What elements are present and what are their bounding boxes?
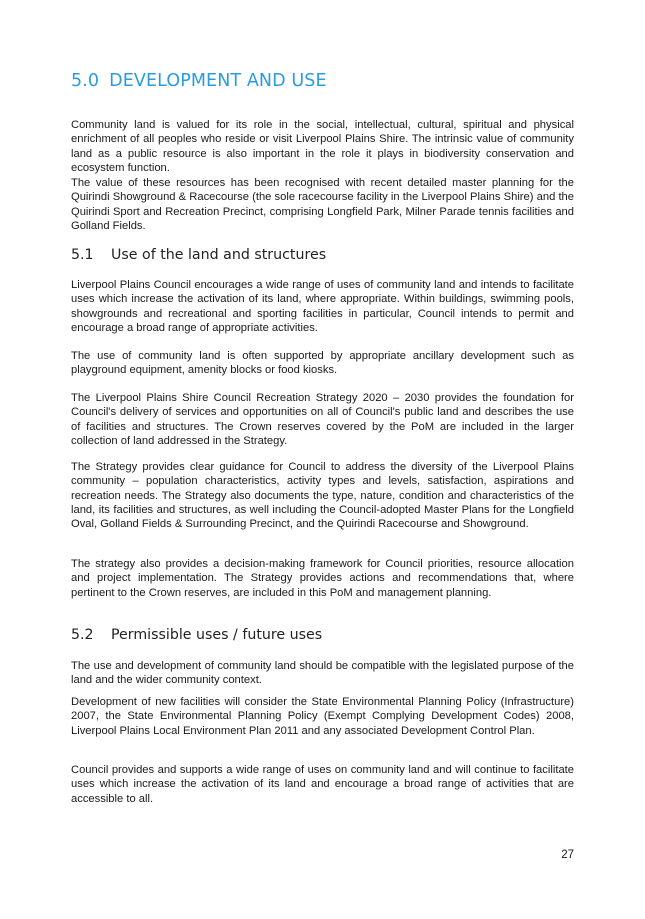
paragraph: Development of new facilities will consider the State Environmental Planning Policy (Infrastructure) 2007, the State Environmental Planning Policy (Exempt Complying Development Codes) 2008, Liverpool Plains Local Environment Plan 2011 and any associated Development Control Plan. [71, 696, 574, 737]
section-heading [71, 71, 327, 91]
subsection-title: Permissible uses / future uses [111, 627, 323, 643]
section-number: 5.0 [71, 71, 100, 91]
page-number: 27 [561, 849, 574, 861]
paragraph: The use of community land is often supported by appropriate ancillary development such as playground equipment, amenity blocks or food kiosks. [71, 350, 574, 377]
subsection-number: 5.1 [71, 247, 94, 263]
paragraph: The Strategy provides clear guidance for Council to address the diversity of the Liverpool Plains community – population characteristics, activity types and levels, satisfaction, aspirations and recreation needs. The Strategy also documents the type, nature, condition and characteristics of the land, its facilities and structures, as well including the Council-adopted Master Plans for the Longfield Oval, Golland Fields & Surrounding Precinct, and the Quirindi Racecourse and Showground. [71, 461, 574, 531]
paragraph: Council provides and supports a wide range of uses on community land and will continue to facilitate uses which increase the activation of its land and encourage a broad range of activities that are accessible to all. [71, 764, 574, 805]
subsection-title: Use of the land and structures [111, 247, 327, 263]
paragraph: The value of these resources has been recognised with recent detailed master planning for the Quirindi Showground & Racecourse (the sole racecourse facility in the Liverpool Plains Shire) and the Quirindi Sport and Recreation Precinct, comprising Longfield Park, Milner Parade tennis facilities and Golland Fields. [71, 177, 574, 232]
paragraph: Liverpool Plains Council encourages a wide range of uses of community land and intends to facilitate uses which increase the activation of its land, where appropriate. Within buildings, swimming pools, showgrounds and recreational and sporting facilities in particular, Council intends to permit and encourage a broad range of appropriate activities. [71, 279, 574, 334]
subsection-heading [71, 247, 326, 263]
subsection-number: 5.2 [71, 627, 94, 643]
paragraph: The strategy also provides a decision-making framework for Council priorities, resource allocation and project implementation. The Strategy provides actions and recommendations that, where pertinent to the Crown reserves, are included in this PoM and management planning. [71, 558, 574, 599]
subsection-heading [71, 627, 322, 643]
paragraph: The use and development of community land should be compatible with the legislated purpose of the land and the wider community context. [71, 660, 574, 687]
paragraph: Community land is valued for its role in the social, intellectual, cultural, spiritual and physical enrichment of all peoples who reside or visit Liverpool Plains Shire. The intrinsic value of community land as a public resource is also important in the role it plays in biodiversity conservation and ecosystem function. [71, 119, 574, 174]
section-title: DEVELOPMENT AND USE [109, 71, 327, 91]
paragraph: The Liverpool Plains Shire Council Recreation Strategy 2020 – 2030 provides the foundation for Council's delivery of services and opportunities on all of Council's public land and describes the use of facilities and structures. The Crown reserves covered by the PoM are included in the larger collection of land addressed in the Strategy. [71, 392, 574, 447]
